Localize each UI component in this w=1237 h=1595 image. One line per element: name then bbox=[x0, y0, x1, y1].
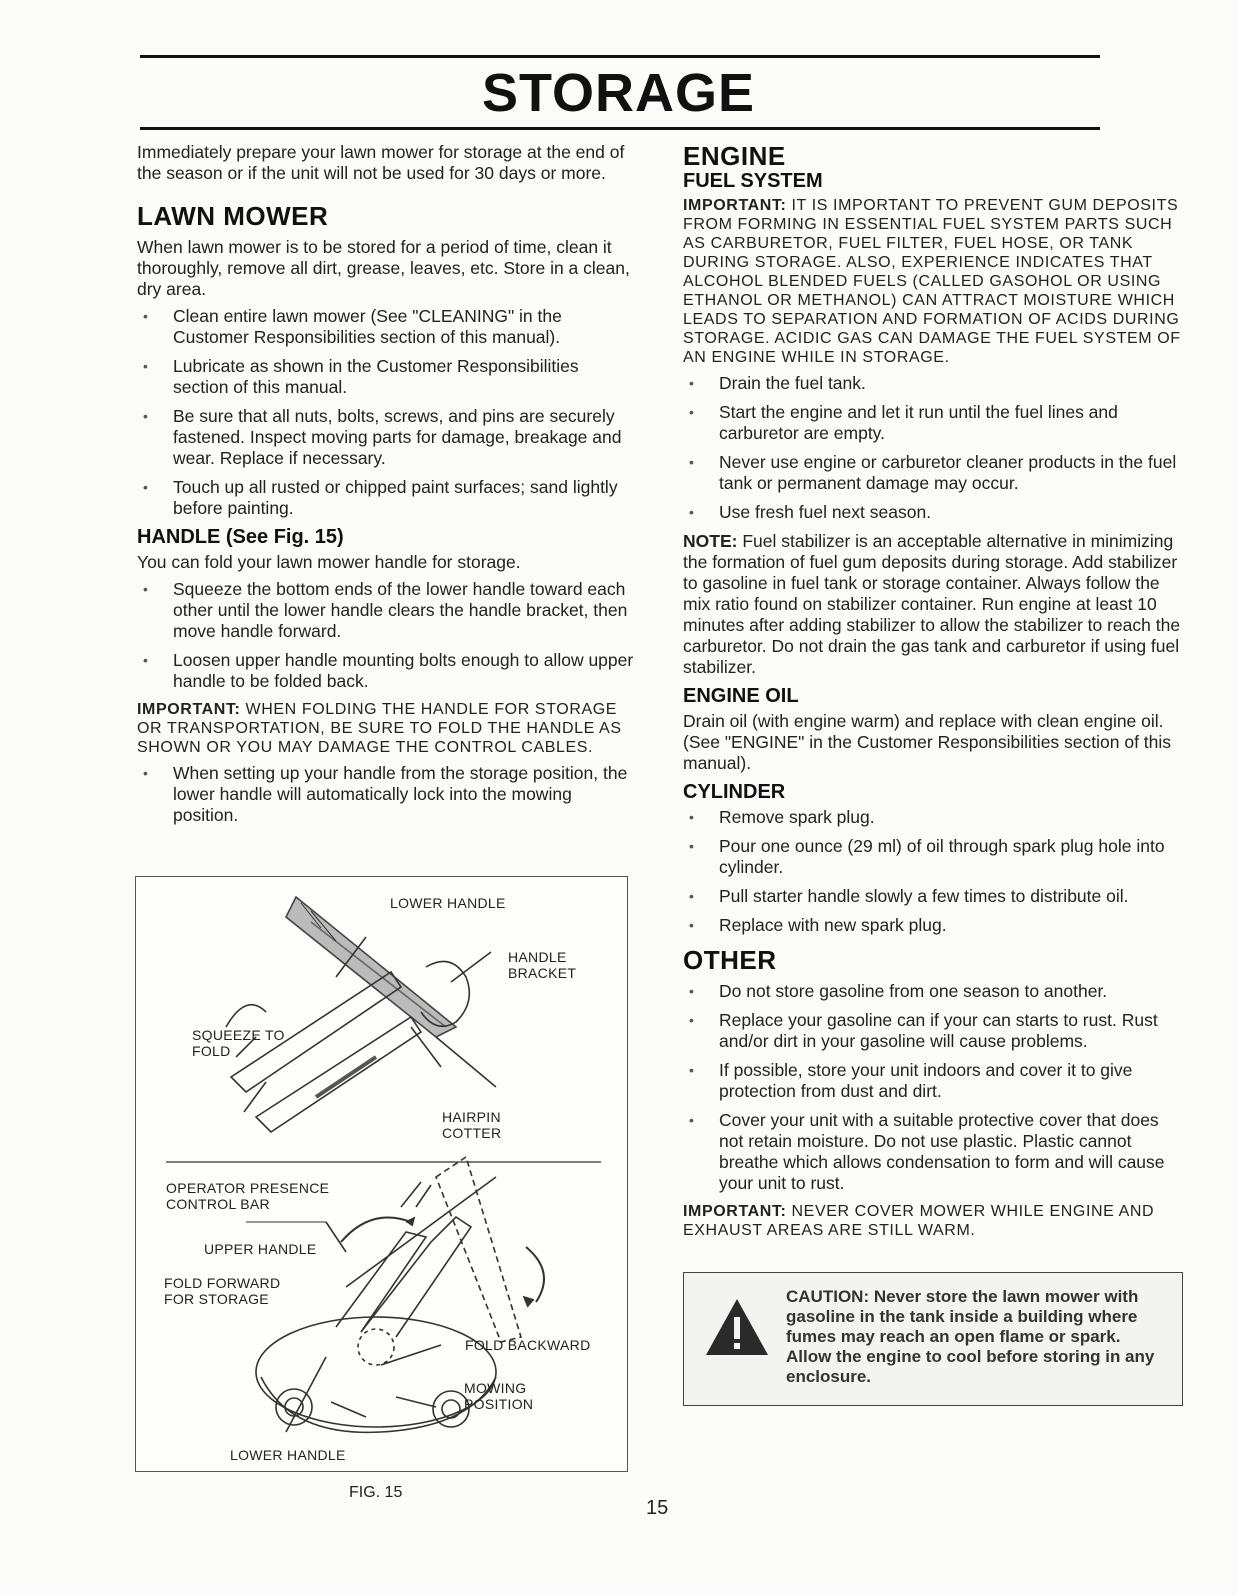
important-label: IMPORTANT: bbox=[683, 1203, 787, 1220]
lawn-mower-heading: LAWN MOWER bbox=[137, 201, 329, 231]
important-text: WHEN FOLDING THE HANDLE FOR STORAGE OR TRANSPORTATION, BE SURE TO FOLD THE HANDLE AS SHOWN OR YOU MAY DAMAGE THE CONTROL CABLES. bbox=[137, 701, 622, 756]
list-item: • Do not store gasoline from one season to another. bbox=[683, 981, 1183, 1002]
handle-list-2 bbox=[137, 763, 635, 826]
important-label: IMPORTANT: bbox=[137, 701, 241, 718]
list-item: • Pour one ounce (29 ml) of oil through spark plug hole into cylinder. bbox=[683, 836, 1183, 878]
engine-heading: ENGINE bbox=[683, 141, 786, 171]
list-item: • Use fresh fuel next season. bbox=[683, 502, 1183, 523]
label-lower-handle-top: LOWER HANDLE bbox=[390, 895, 506, 911]
fuel-system-heading: FUEL SYSTEM bbox=[683, 170, 823, 192]
label-upper-handle: UPPER HANDLE bbox=[204, 1241, 317, 1257]
figure-15 bbox=[135, 876, 628, 1472]
handle-list bbox=[137, 579, 635, 692]
label-squeeze-to-fold: SQUEEZE TO FOLD bbox=[192, 1027, 285, 1059]
left-column bbox=[137, 142, 635, 834]
fuel-note bbox=[683, 531, 1183, 678]
list-item: • When setting up your handle from the storage position, the lower handle will automatically lock into the mowing position. bbox=[137, 763, 635, 826]
figure-caption: FIG. 15 bbox=[349, 1484, 403, 1501]
list-item: • Be sure that all nuts, bolts, screws, and pins are securely fastened. Inspect moving parts for damage, breakage and wear. Replace if necessary. bbox=[137, 406, 635, 469]
page-number: 15 bbox=[646, 1497, 669, 1519]
page-title: STORAGE bbox=[481, 63, 756, 123]
cylinder-list bbox=[683, 807, 1183, 936]
lawn-mower-text: When lawn mower is to be stored for a period of time, clean it thoroughly, remove all dirt, grease, leaves, etc. Store in a clean, dry area. bbox=[137, 237, 630, 299]
list-item: • Drain the fuel tank. bbox=[683, 373, 1183, 394]
list-item: • Squeeze the bottom ends of the lower handle toward each other until the lower handle clears the handle bracket, then move handle forward. bbox=[137, 579, 635, 642]
important-label: IMPORTANT: bbox=[683, 197, 787, 214]
note-text: Fuel stabilizer is an acceptable alternative in minimizing the formation of fuel gum deposits during storage. Add stabilizer to gasoline in fuel tank or storage container. Always follow the mix ratio found on stabilizer container. Run engine at least 10 minutes after adding stabilizer to allow the stabilizer to reach the carburetor. Do not drain the gas tank and carburetor if using fuel stabilizer. bbox=[683, 531, 1181, 677]
list-item: • If possible, store your unit indoors and cover it to give protection from dust and dirt. bbox=[683, 1060, 1183, 1102]
label-handle-bracket-text: HANDLE BRACKET bbox=[508, 949, 577, 981]
list-item: • Touch up all rusted or chipped paint surfaces; sand lightly before painting. bbox=[137, 477, 635, 519]
list-item: • Loosen upper handle mounting bolts enough to allow upper handle to be folded back. bbox=[137, 650, 635, 692]
other-heading: OTHER bbox=[683, 945, 777, 975]
label-handle-bracket bbox=[508, 949, 608, 981]
list-item: • Never use engine or carburetor cleaner products in the fuel tank or permanent damage may occur. bbox=[683, 452, 1183, 494]
engine-oil-heading: ENGINE OIL bbox=[683, 685, 799, 707]
other-important bbox=[683, 1202, 1183, 1240]
list-item: • Cover your unit with a suitable protective cover that does not retain moisture. Do not use plastic. Plastic cannot breathe which allows condensation to form and will cause your unit to rust. bbox=[683, 1110, 1183, 1194]
intro-text: Immediately prepare your lawn mower for storage at the end of the season or if the unit will not be used for 30 days or more. bbox=[137, 142, 625, 183]
handle-heading: HANDLE (See Fig. 15) bbox=[137, 526, 344, 548]
cylinder-heading: CYLINDER bbox=[683, 781, 786, 803]
list-item: • Replace with new spark plug. bbox=[683, 915, 1183, 936]
handle-text: You can fold your lawn mower handle for storage. bbox=[137, 552, 521, 572]
fuel-important bbox=[683, 196, 1183, 367]
list-item: • Remove spark plug. bbox=[683, 807, 1183, 828]
list-item: • Replace your gasoline can if your can starts to rust. Rust and/or dirt in your gasoline will cause problems. bbox=[683, 1010, 1183, 1052]
label-operator-presence: OPERATOR PRESENCE CONTROL BAR bbox=[166, 1180, 330, 1212]
other-list bbox=[683, 981, 1183, 1194]
list-item: • Lubricate as shown in the Customer Responsibilities section of this manual. bbox=[137, 356, 635, 398]
engine-oil-text: Drain oil (with engine warm) and replace with clean engine oil. (See "ENGINE" in the Customer Responsibilities section of this manual). bbox=[683, 711, 1172, 773]
label-fold-backward: FOLD BACKWARD bbox=[465, 1337, 591, 1353]
handle-important bbox=[137, 700, 635, 757]
note-label: NOTE: bbox=[683, 531, 738, 551]
list-item: • Pull starter handle slowly a few times to distribute oil. bbox=[683, 886, 1183, 907]
label-hairpin-cotter: HAIRPIN COTTER bbox=[442, 1109, 502, 1141]
top-rule bbox=[140, 55, 1100, 58]
title-underline bbox=[140, 127, 1100, 130]
caution-box bbox=[683, 1272, 1183, 1406]
list-item: • Start the engine and let it run until the fuel lines and carburetor are empty. bbox=[683, 402, 1183, 444]
fuel-list bbox=[683, 373, 1183, 523]
list-item: • Clean entire lawn mower (See "CLEANING" in the Customer Responsibilities section of this manual). bbox=[137, 306, 635, 348]
lawn-mower-list bbox=[137, 306, 635, 519]
caution-text: CAUTION: Never store the lawn mower with gasoline in the tank inside a building where fumes may reach an open flame or spark. Allow the engine to cool before storing in any enclosure. bbox=[786, 1287, 1155, 1386]
label-fold-forward: FOLD FORWARD FOR STORAGE bbox=[164, 1275, 281, 1307]
label-mowing-position: MOWING POSITION bbox=[464, 1380, 534, 1412]
important-text: IT IS IMPORTANT TO PREVENT GUM DEPOSITS FROM FORMING IN ESSENTIAL FUEL SYSTEM PARTS SUCH AS CARBURETOR, FUEL FILTER, FUEL HOSE, OR TANK DURING STORAGE. ALSO, EXPERIENCE INDICATES THAT ALCOHOL BLENDED FUELS (CALLED GASOHOL OR USING ETHANOL OR METHANOL) CAN ATTRACT MOISTURE WHICH LEADS TO SEPARATION AND FORMATION OF ACIDS DURING STORAGE. ACIDIC GAS CAN DAMAGE THE FUEL SYSTEM OF AN ENGINE WHILE IN STORAGE. bbox=[683, 197, 1181, 366]
important-text: NEVER COVER MOWER WHILE ENGINE AND EXHAUST AREAS ARE STILL WARM. bbox=[683, 1203, 1155, 1239]
warning-icon bbox=[704, 1297, 770, 1357]
label-lower-handle-bottom: LOWER HANDLE bbox=[230, 1447, 346, 1463]
right-column bbox=[683, 142, 1183, 1246]
